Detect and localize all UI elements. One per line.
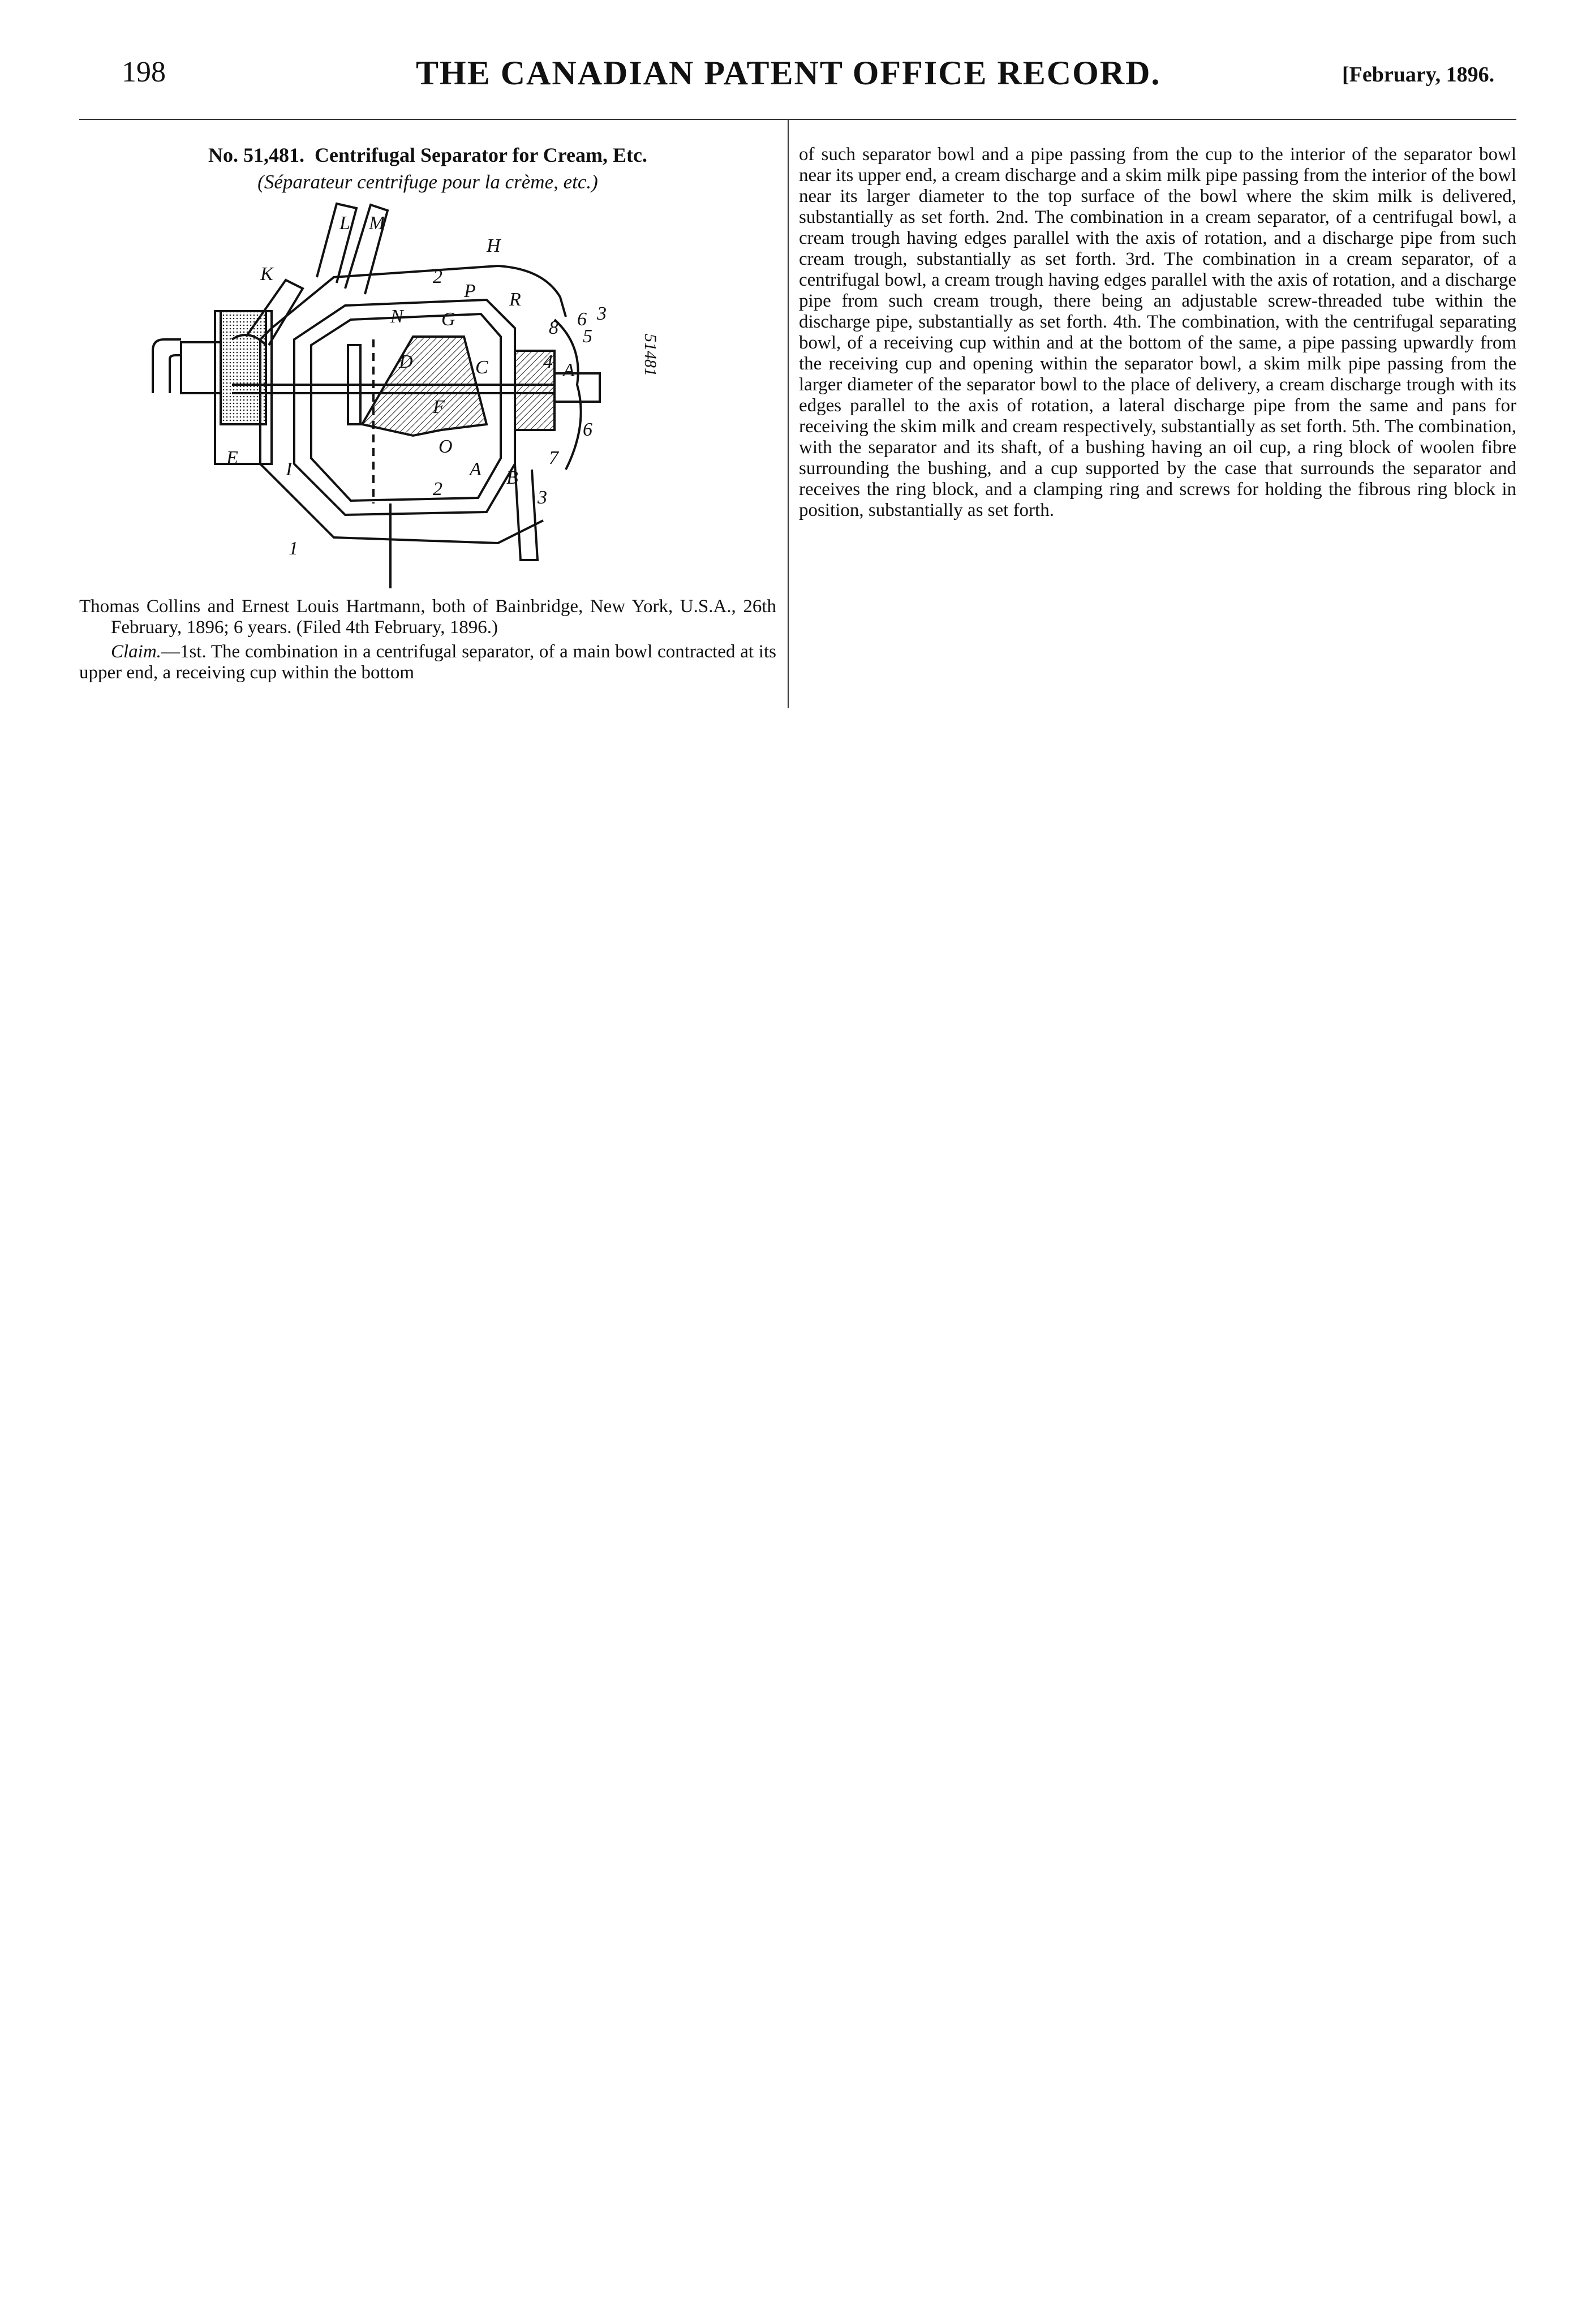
figure-label-4: 4 — [543, 351, 553, 372]
page-number: 198 — [122, 56, 166, 88]
wool-ring-block — [221, 311, 266, 424]
figure-label-f: F — [433, 397, 445, 418]
inventor-line: Thomas Collins and Ernest Louis Hartmann, both of Bainbridge, New York, U.S.A., 26th February, 1896; 6 years. (Filed 4th February, 1896.) — [79, 596, 776, 638]
figure-label-8: 8 — [549, 317, 558, 338]
figure-vertical-number: 51481 — [641, 334, 660, 376]
figure-label-7: 7 — [549, 447, 558, 468]
figure-label-2b: 2 — [433, 479, 442, 500]
figure-label-k: K — [260, 264, 273, 285]
figure-label-2: 2 — [433, 266, 442, 287]
figure-label-e: E — [226, 447, 238, 468]
claim-label: Claim. — [111, 642, 161, 662]
figure-label-b: B — [506, 467, 518, 488]
column-divider — [788, 120, 789, 708]
figure-label-d: D — [399, 351, 413, 372]
crank-arm — [170, 355, 181, 393]
figure-label-a: A — [470, 459, 482, 480]
patent-number: No. 51,481. — [208, 144, 305, 166]
figure-label-r: R — [509, 289, 521, 310]
right-housing — [554, 320, 581, 470]
figure-label-o: O — [439, 436, 453, 457]
figure-label-g: G — [441, 309, 455, 330]
left-column — [79, 143, 776, 683]
figure-label-6: 6 — [577, 309, 587, 330]
figure-label-n: N — [390, 306, 403, 327]
outer-casing-top — [272, 266, 566, 328]
figure-label-3b: 3 — [538, 487, 547, 508]
patent-french-title: (Séparateur centrifuge pour la crème, etc.) — [257, 171, 598, 193]
figure-label-i: I — [286, 459, 293, 480]
patent-figure — [79, 198, 776, 588]
claim-lead — [79, 642, 776, 683]
figure-label-m: M — [369, 213, 385, 234]
header-rule — [79, 119, 1516, 120]
separator-drawing — [147, 198, 713, 588]
figure-label-l: L — [339, 213, 350, 234]
patent-heading — [79, 143, 776, 167]
issue-date: [February, 1896. — [1342, 63, 1495, 87]
claim-lead-text: —1st. The combination in a centrifugal separator, of a main bowl contracted at its upper end, a receiving cup within the bottom — [79, 642, 776, 683]
patent-title: Centrifugal Separator for Cream, Etc. — [315, 144, 647, 166]
right-column — [799, 144, 1516, 521]
figure-label-6b: 6 — [583, 419, 592, 440]
figure-label-5: 5 — [583, 326, 592, 347]
skim-milk-pipe — [515, 464, 538, 560]
journal-title: THE CANADIAN PATENT OFFICE RECORD. — [416, 54, 1161, 92]
figure-label-a-prime: A' — [563, 360, 579, 381]
figure-label-p: P — [464, 281, 476, 302]
figure-label-h: H — [487, 235, 501, 256]
central-cone — [362, 337, 487, 436]
figure-label-3: 3 — [597, 303, 607, 324]
crank-arm — [153, 339, 181, 393]
figure-label-1: 1 — [289, 538, 298, 559]
claims-continued: of such separator bowl and a pipe passing from the cup to the interior of the separator bowl near its upper end, a cream discharge and a skim milk pipe passing from the interior of the bowl near its larger diameter to the top surface of the bowl where the skim milk is delivered, substantially as set forth. 2nd. The combination in a cream separator, of a centrifugal bowl, a cream trough having edges parallel with the axis of rotation, and a discharge pipe from such cream trough, substantially as set forth. 3rd. The combination in a cream separator, of a centrifugal bowl, a cream trough having edges parallel with the axis of rotation, and a discharge pipe from such cream trough, there being an adjustable screw-threaded tube within the discharge pipe, substantially as set forth. 4th. The combination, with the centrifugal separating bowl, of a receiving cup within and at the bottom of the same, a pipe passing upwardly from the receiving cup and opening within the separator bowl, a skim milk pipe passing from the larger diameter of the separator bowl to the place of delivery, a cream discharge trough with its edges parallel to the axis of rotation, a lateral discharge pipe from the same and pans for receiving the skim milk and cream respectively, substantially as set forth. 5th. The combination, with the separator and its shaft, of a bushing having an oil cup, a ring block of woolen fibre surrounding the bushing, and a cup supported by the case that surrounds the separator and receives the ring block, and a clamping ring and screws for holding the fibrous ring block in position, substantially as set forth. — [799, 144, 1516, 520]
figure-label-c: C — [475, 357, 488, 378]
